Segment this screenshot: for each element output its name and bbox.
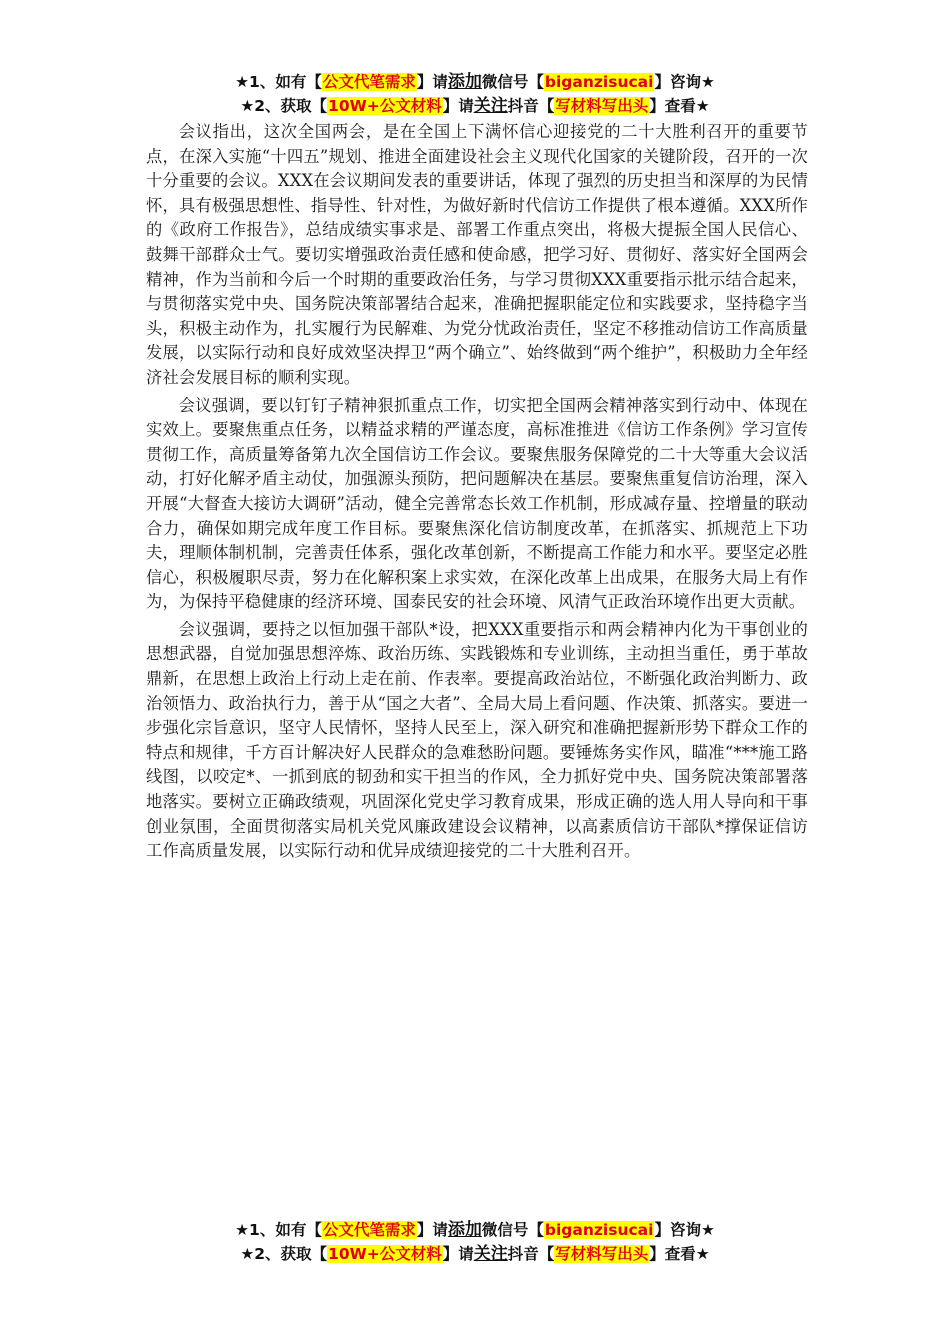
banner-line-1: ★1、如有【公文代笔需求】请添加微信号【biganzisucai】咨询★ xyxy=(235,72,715,92)
header-banner xyxy=(0,70,950,118)
wechat-id: biganzisucai xyxy=(544,73,654,91)
footer-line-2: ★2、获取【10W+公文材料】请关注抖音【写材料写出头】查看★ xyxy=(240,1244,710,1264)
footer-line-1: ★1、如有【公文代笔需求】请添加微信号【biganzisucai】咨询★ xyxy=(235,1220,715,1240)
star-icon: ★ xyxy=(235,73,250,91)
paragraph-3: 会议强调，要持之以恒加强干部队*设，把XXX重要指示和两会精神内化为干事创业的思想武器，自觉加强思想淬炼、政治历练、实践锻炼和专业训练，主动担当重任，勇于革故鼎新，在思想上政治上行动上走在前、作表率。要提高政治站位，不断强化政治判断力、政治领悟力、政治执行力，善于从“国之大者”、全局大局上看问题、作决策、抓落实。要进一步强化宗旨意识，坚守人民情怀，坚持人民至上，深入研究和准确把握新形势下群众工作的特点和规律，千方百计解决好人民群众的急难愁盼问题。要锤炼务实作风，瞄准“***施工路线图，以咬定*、一抓到底的韧劲和实干担当的作风，全力抓好党中央、国务院决策部署落地落实。要树立正确政绩观，巩固深化党史学习教育成果，形成正确的选人用人导向和干事创业氛围，全面贯彻落实局机关党风廉政建设会议精神，以高素质信访干部队*撑保证信访工作高质量发展，以实际行动和优异成绩迎接党的二十大胜利召开。 xyxy=(146,619,808,861)
star-icon: ★ xyxy=(240,1245,255,1263)
douyin-account: 写材料写出头 xyxy=(555,1245,649,1263)
service-highlight: 公文代笔需求 xyxy=(322,1221,416,1239)
footer-banner xyxy=(0,1218,950,1266)
materials-highlight: 10W+公文材料 xyxy=(328,97,442,115)
wechat-id: biganzisucai xyxy=(544,1221,654,1239)
document-body xyxy=(146,120,808,867)
star-icon: ★ xyxy=(235,1221,250,1239)
paragraph-1: 会议指出，这次全国两会，是在全国上下满怀信心迎接党的二十大胜利召开的重要节点，在深入实施“十四五”规划、推进全面建设社会主义现代化国家的关键阶段，召开的一次十分重要的会议。XXX在会议期间发表的重要讲话，体现了强烈的历史担当和深厚的为民情怀，具有极强思想性、指导性、针对性，为做好新时代信访工作提供了根本遵循。XXX所作的《政府工作报告》，总结成绩实事求是、部署工作重点突出，将极大提振全国人民信心、鼓舞干部群众士气。要切实增强政治责任感和使命感，把学习好、贯彻好、落实好全国两会精神，作为当前和今后一个时期的重要政治任务，与学习贯彻XXX重要指示批示结合起来，与贯彻落实党中央、国务院决策部署结合起来，准确把握职能定位和实践要求，坚持稳字当头，积极主动作为，扎实履行为民解难、为党分忧政治责任，坚定不移推动信访工作高质量发展，以实际行动和良好成效坚决捍卫“两个确立”、始终做到“两个维护”，积极助力全年经济社会发展目标的顺利实现。 xyxy=(146,122,808,387)
service-highlight: 公文代笔需求 xyxy=(322,73,416,91)
banner-line-2: ★2、获取【10W+公文材料】请关注抖音【写材料写出头】查看★ xyxy=(240,96,710,116)
materials-highlight: 10W+公文材料 xyxy=(328,1245,442,1263)
star-icon: ★ xyxy=(240,97,255,115)
douyin-account: 写材料写出头 xyxy=(555,97,649,115)
paragraph-2: 会议强调，要以钉钉子精神狠抓重点工作，切实把全国两会精神落实到行动中、体现在实效上。要聚焦重点任务，以精益求精的严谨态度，高标准推进《信访工作条例》学习宣传贯彻工作，高质量筹备第九次全国信访工作会议。要聚焦服务保障党的二十大等重大会议活动，打好化解矛盾主动仗，加强源头预防，把问题解决在基层。要聚焦重复信访治理，深入开展“大督查大接访大调研”活动，健全完善常态长效工作机制，形成减存量、控增量的联动合力，确保如期完成年度工作目标。要聚焦深化信访制度改革，在抓落实、抓规范上下功夫，理顺体制机制，完善责任体系，强化改革创新，不断提高工作能力和水平。要坚定必胜信心，积极履职尽责，努力在化解积案上求实效，在深化改革上出成果，在服务大局上有作为，为保持平稳健康的经济环境、国泰民安的社会环境、风清气正政治环境作出更大贡献。 xyxy=(146,395,808,612)
